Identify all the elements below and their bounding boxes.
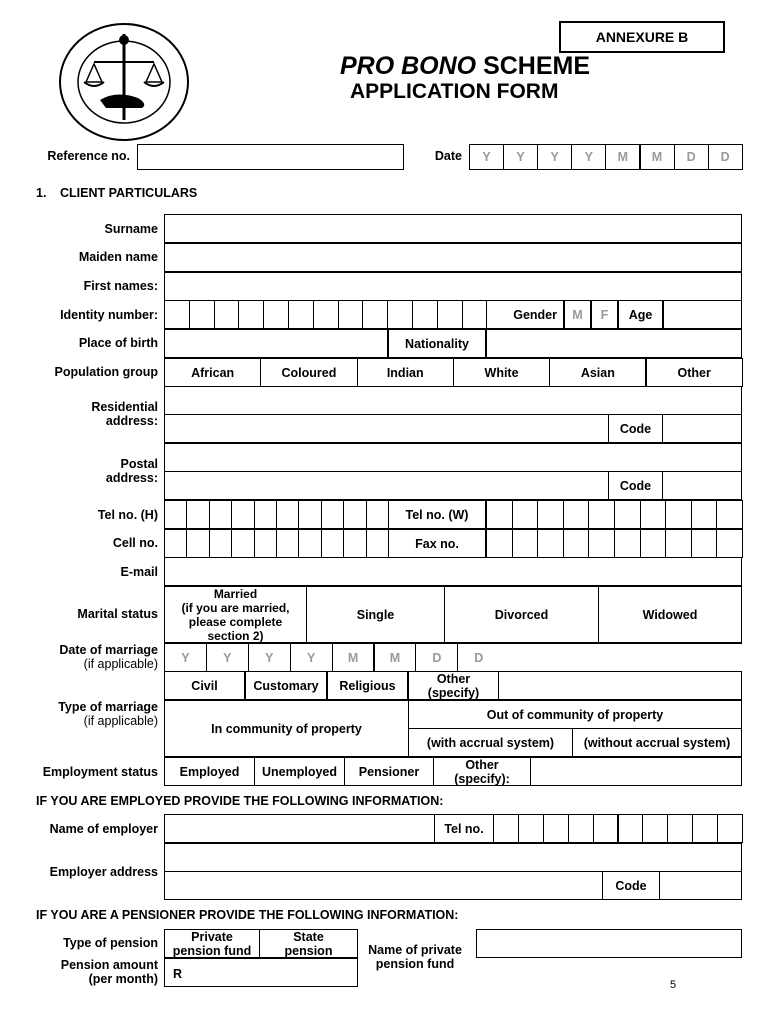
employment-unemployed-option[interactable]: Unemployed [254,757,345,786]
employer-tel-digit-cell[interactable] [568,814,594,843]
residential-code-label: Code [608,414,663,443]
date-digit-cell[interactable]: Y [537,144,572,170]
phone-digit-cell[interactable] [640,529,667,558]
married-text: Married (if you are married, please complete section 2) [181,586,290,643]
id-digit-cell[interactable] [263,300,289,329]
private-pension-option[interactable] [164,929,260,958]
pension-amount-field[interactable] [164,958,358,987]
employer-name-field[interactable] [164,814,435,843]
marriage-date-cell[interactable]: Y [290,643,333,672]
employer-tel-digit-cell[interactable] [543,814,569,843]
marriage-religious-option[interactable]: Religious [327,671,408,700]
residential-address-line-1[interactable] [164,386,742,415]
employment-status-label: Employment status [42,765,158,779]
section-title: CLIENT PARTICULARS [60,186,198,200]
marital-status-label: Marital status [77,607,158,621]
marital-widowed-option[interactable]: Widowed [598,586,742,643]
type-of-marriage-label: Type of marriage [58,700,158,714]
phone-digit-cell[interactable] [164,529,187,558]
phone-digit-cell[interactable] [321,500,344,529]
population-option-coloured[interactable]: Coloured [260,358,357,387]
employer-tel-digit-cell[interactable] [667,814,693,843]
postal-code-label: Code [608,471,663,500]
phone-digit-cell[interactable] [588,500,615,529]
id-digit-cell[interactable] [189,300,215,329]
employed-section-title: IF YOU ARE EMPLOYED PROVIDE THE FOLLOWING INFORMATION: [36,794,444,808]
pension-type-label: Type of pension [63,936,158,950]
employment-other-text: Other (specify): [454,757,510,786]
phone-digit-cell[interactable] [186,529,209,558]
employer-tel-digit-cell[interactable] [518,814,544,843]
residential-address-line-2[interactable] [164,414,609,443]
email-field[interactable] [164,557,742,586]
phone-digit-cell[interactable] [537,529,564,558]
employer-name-label: Name of employer [49,822,158,836]
marital-divorced-option[interactable]: Divorced [444,586,599,643]
marital-single-option[interactable]: Single [306,586,445,643]
title-italic: PRO BONO [340,52,477,80]
employment-other-field[interactable] [530,757,742,786]
phone-digit-cell[interactable] [343,500,366,529]
employer-tel-digit-cell[interactable] [593,814,619,843]
id-digit-cell[interactable] [412,300,438,329]
employer-tel-digit-cell[interactable] [642,814,668,843]
phone-digit-cell[interactable] [298,529,321,558]
phone-digit-cell[interactable] [486,500,513,529]
with-accrual-option[interactable]: (with accrual system) [408,728,573,757]
gender-f-option[interactable]: F [591,300,618,329]
employer-address-line-2[interactable] [164,871,603,900]
residential-label-2: address: [105,414,158,428]
employment-other-label [433,757,531,786]
reference-label: Reference no. [47,149,130,163]
phone-digit-cell[interactable] [298,500,321,529]
id-digit-cell[interactable] [164,300,190,329]
date-digit-cell[interactable]: D [708,144,743,170]
phone-digit-cell[interactable] [254,500,277,529]
marriage-date-cell[interactable]: M [374,643,417,672]
section-number: 1. [36,186,47,200]
id-digit-cell[interactable] [387,300,413,329]
place-of-birth-label: Place of birth [78,336,158,350]
phone-digit-cell[interactable] [321,529,344,558]
phone-digit-cell[interactable] [716,500,743,529]
date-digit-cell[interactable]: M [640,144,675,170]
title-rest: SCHEME [483,52,591,80]
id-digit-cell[interactable] [238,300,264,329]
marriage-date-cell[interactable]: D [457,643,500,672]
id-digit-cell[interactable] [462,300,488,329]
id-digit-cell[interactable] [288,300,314,329]
first-names-label: First names: [83,279,158,293]
population-option-indian[interactable]: Indian [357,358,454,387]
phone-digit-cell[interactable] [231,500,254,529]
nationality-label: Nationality [388,329,486,358]
phone-digit-cell[interactable] [486,529,513,558]
population-option-asian[interactable]: Asian [549,358,646,387]
marriage-date-cell[interactable]: Y [206,643,249,672]
phone-digit-cell[interactable] [366,500,389,529]
private-fund-name-field[interactable] [476,929,742,958]
maiden-name-label: Maiden name [78,250,158,264]
employment-pensioner-option[interactable]: Pensioner [344,757,434,786]
marriage-date-blank [499,643,742,672]
marriage-civil-option[interactable]: Civil [164,671,245,700]
population-group-label: Population group [54,365,158,379]
surname-field[interactable] [164,214,742,243]
employer-tel-digit-cell[interactable] [692,814,718,843]
phone-digit-cell[interactable] [691,529,718,558]
identity-number-label: Identity number: [60,308,158,322]
private-fund-name-label [360,929,470,971]
employer-code-label: Code [602,871,660,900]
phone-digit-cell[interactable] [716,529,743,558]
annexure-box [559,21,725,53]
date-of-marriage-label: Date of marriage [59,643,158,657]
id-digit-cell[interactable] [214,300,240,329]
out-of-community-label: Out of community of property [408,700,742,729]
marriage-date-cell[interactable]: D [415,643,458,672]
state-pension-option[interactable] [259,929,358,958]
date-of-marriage-sub: (if applicable) [83,657,158,671]
phone-digit-cell[interactable] [614,500,641,529]
phone-digit-cell[interactable] [665,500,692,529]
id-digit-cell[interactable] [437,300,463,329]
marriage-customary-option[interactable]: Customary [245,671,327,700]
population-option-other[interactable]: Other [646,358,743,387]
postal-label-1: Postal [120,457,158,471]
employer-tel-label: Tel no. [434,814,494,843]
in-community-option[interactable]: In community of property [164,700,409,757]
reference-field[interactable] [137,144,404,170]
phone-digit-cell[interactable] [164,500,187,529]
page-subtitle: APPLICATION FORM [350,80,559,103]
employer-address-line-1[interactable] [164,843,742,872]
surname-label: Surname [104,222,158,236]
marriage-other-text: Other (specify) [427,671,480,700]
population-option-african[interactable]: African [164,358,261,387]
marriage-date-cell[interactable]: Y [164,643,207,672]
date-label: Date [434,149,462,163]
date-digit-cell[interactable]: Y [571,144,606,170]
phone-digit-cell[interactable] [276,500,299,529]
gender-m-option[interactable]: M [564,300,591,329]
age-field[interactable] [663,300,742,329]
phone-digit-cell[interactable] [588,529,615,558]
date-digit-cell[interactable]: Y [503,144,538,170]
phone-digit-cell[interactable] [614,529,641,558]
postal-label-2: address: [105,471,158,485]
phone-digit-cell[interactable] [537,500,564,529]
residential-code-field[interactable] [662,414,742,443]
maiden-name-field[interactable] [164,243,742,272]
tel-home-label: Tel no. (H) [97,508,158,522]
phone-digit-cell[interactable] [640,500,667,529]
phone-digit-cell[interactable] [665,529,692,558]
law-society-logo [56,20,192,144]
employer-tel-digit-cell[interactable] [493,814,519,843]
phone-digit-cell[interactable] [231,529,254,558]
fax-label: Fax no. [388,529,486,558]
pensioner-section-title: IF YOU ARE A PENSIONER PROVIDE THE FOLLOWING INFORMATION: [36,908,459,922]
without-accrual-option[interactable]: (without accrual system) [572,728,742,757]
page-number: 5 [670,979,677,991]
age-label: Age [618,300,663,329]
pension-amount-sub: (per month) [88,972,158,986]
private-fund-name-text: Name of private pension fund [368,943,462,971]
cell-label: Cell no. [112,536,158,550]
id-digit-cell[interactable] [313,300,339,329]
employer-address-label: Employer address [49,865,158,879]
phone-digit-cell[interactable] [563,500,590,529]
employer-tel-digit-cell[interactable] [618,814,644,843]
phone-digit-cell[interactable] [276,529,299,558]
postal-address-line-2[interactable] [164,471,609,500]
type-of-marriage-sub: (if applicable) [83,714,158,728]
pension-amount-label: Pension amount [60,958,158,972]
residential-label-1: Residential [91,400,158,414]
page-title [340,52,590,81]
date-digit-cell[interactable]: D [674,144,709,170]
marriage-date-cell[interactable]: M [332,643,375,672]
nationality-field[interactable] [486,329,742,358]
phone-digit-cell[interactable] [254,529,277,558]
place-of-birth-field[interactable] [164,329,388,358]
state-pension-text: State pension [284,929,333,958]
currency-symbol: R [173,967,183,981]
phone-digit-cell[interactable] [186,500,209,529]
email-label: E-mail [120,565,158,579]
phone-digit-cell[interactable] [563,529,590,558]
date-digit-cell[interactable]: Y [469,144,504,170]
employment-employed-option[interactable]: Employed [164,757,255,786]
phone-digit-cell[interactable] [209,529,232,558]
gender-label: Gender [486,300,564,329]
phone-digit-cell[interactable] [209,500,232,529]
employer-tel-digit-cell[interactable] [717,814,743,843]
marriage-date-cell[interactable]: Y [248,643,291,672]
marriage-other-label [408,671,499,700]
phone-digit-cell[interactable] [691,500,718,529]
postal-code-field[interactable] [662,471,742,500]
id-digit-cell[interactable] [362,300,388,329]
phone-digit-cell[interactable] [512,529,539,558]
phone-digit-cell[interactable] [366,529,389,558]
first-names-field[interactable] [164,272,742,301]
id-digit-cell[interactable] [338,300,364,329]
employer-code-field[interactable] [659,871,742,900]
marital-married-option[interactable] [164,586,307,643]
population-option-white[interactable]: White [453,358,550,387]
private-pension-text: Private pension fund [172,929,252,958]
postal-address-line-1[interactable] [164,443,742,472]
annexure-label: ANNEXURE B [595,29,689,45]
marriage-other-field[interactable] [498,671,742,700]
phone-digit-cell[interactable] [512,500,539,529]
date-digit-cell[interactable]: M [605,144,640,170]
tel-work-label: Tel no. (W) [388,500,486,529]
phone-digit-cell[interactable] [343,529,366,558]
